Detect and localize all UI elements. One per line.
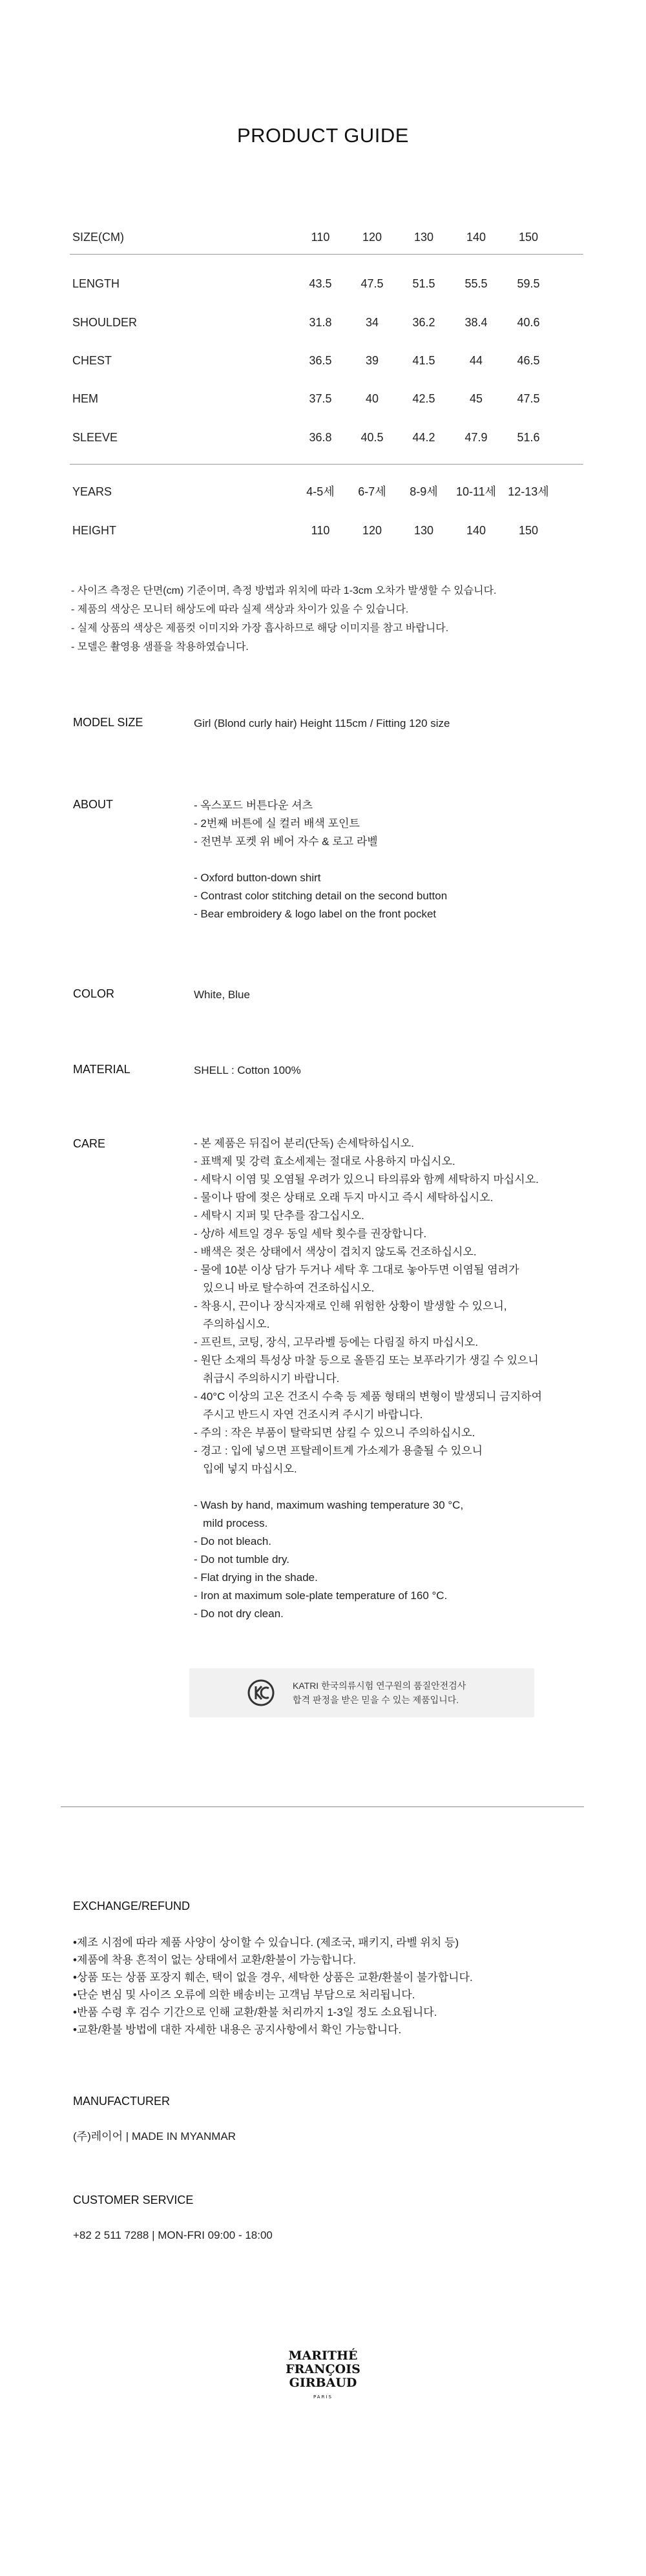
measure-sleeve-value: 44.2	[412, 431, 435, 444]
brand-logo-line1: MARITHÉ	[288, 2349, 358, 2363]
table-header-rule	[70, 254, 583, 255]
measure-hem-label: HEM	[72, 392, 98, 405]
color-label: COLOR	[73, 987, 115, 1000]
care-line: - Iron at maximum sole-plate temperature of 160 °C.	[194, 1589, 448, 1602]
age-years-label: YEARS	[72, 485, 112, 498]
size-notes	[71, 581, 497, 656]
care-line: - 본 제품은 뒤집어 분리(단독) 손세탁하십시오.	[194, 1137, 414, 1149]
age-height-value: 130	[413, 524, 434, 537]
age-height-value: 110	[311, 524, 330, 537]
measure-hem-row	[70, 389, 583, 408]
model-size-label: MODEL SIZE	[73, 716, 143, 729]
measure-shoulder-value: 36.2	[412, 316, 435, 329]
material-value: SHELL : Cotton 100%	[194, 1064, 301, 1076]
exchange-refund-text	[73, 1934, 473, 2038]
care-line: - 40°C 이상의 고온 건조시 수축 등 제품 형태의 변형이 발생되니 금지하여	[194, 1390, 542, 1403]
model-size-value: Girl (Blond curly hair) Height 115cm / Fitting 120 size	[194, 717, 450, 729]
measure-sleeve-value: 51.6	[517, 431, 540, 444]
care-line: - Do not tumble dry.	[194, 1553, 290, 1565]
care-line: - 물에 10분 이상 담가 두거나 세탁 후 그대로 놓아두면 이염될 염려가	[194, 1264, 519, 1276]
measure-length-value: 47.5	[360, 277, 384, 290]
measure-shoulder-value: 31.8	[309, 316, 332, 329]
note-line: - 제품의 색상은 모니터 해상도에 따라 실제 색상과 차이가 있을 수 있습니다.	[71, 604, 409, 615]
care-line: 입에 넣지 마십시오.	[194, 1463, 297, 1475]
age-years-row	[70, 482, 583, 501]
brand-logo-line3: GIRBAUD	[289, 2376, 357, 2390]
measure-length-value: 55.5	[464, 277, 488, 290]
measure-shoulder-label: SHOULDER	[72, 316, 138, 329]
customer-service-label: CUSTOMER SERVICE	[73, 2194, 194, 2206]
measure-length-value: 43.5	[309, 277, 332, 290]
care-line	[194, 1478, 542, 1496]
measure-chest-value: 46.5	[517, 354, 540, 367]
age-height-label: HEIGHT	[72, 524, 117, 537]
measure-length-row	[70, 274, 583, 293]
measure-chest-row	[70, 351, 583, 370]
about-line: - 옥스포드 버튼다운 셔츠	[194, 799, 313, 812]
care-line: - 경고 : 입에 넣으면 프탈레이트계 가소제가 용출될 수 있으니	[194, 1445, 483, 1457]
exchange-line: •교환/환불 방법에 대한 자세한 내용은 공지사항에서 확인 가능합니다.	[73, 2024, 402, 2036]
age-height-row	[70, 521, 583, 540]
material-label: MATERIAL	[73, 1063, 130, 1076]
measure-chest-value: 36.5	[309, 354, 332, 367]
care-line: - 배색은 젖은 상태에서 색상이 겹치지 않도록 건조하십시오.	[194, 1246, 477, 1258]
measure-chest-value: 41.5	[412, 354, 435, 367]
about-line: - Contrast color stitching detail on the second button	[194, 890, 448, 902]
care-line: mild process.	[194, 1517, 268, 1529]
exchange-line: •상품 또는 상품 포장지 훼손, 택이 없을 경우, 세탁한 상품은 교환/환불이 불가합니다.	[73, 1971, 473, 1984]
kc-certification-text	[293, 1679, 466, 1707]
care-line: - 상/하 세트일 경우 동일 세탁 횟수를 권장합니다.	[194, 1228, 427, 1240]
size-header-row	[70, 227, 583, 247]
measure-length-label: LENGTH	[72, 277, 120, 290]
care-line: 주시고 반드시 자연 건조시켜 주시기 바랍니다.	[194, 1408, 423, 1421]
care-line: - 물이나 땀에 젖은 상태로 오래 두지 마시고 즉시 세탁하십시오.	[194, 1191, 494, 1204]
measure-hem-value: 47.5	[517, 392, 540, 405]
age-height-value: 120	[362, 524, 382, 537]
brand-logo	[271, 2345, 375, 2410]
measure-hem-value: 40	[365, 392, 379, 405]
size-header-value: 120	[362, 231, 382, 244]
section-divider	[61, 1806, 584, 1807]
care-line: 취급시 주의하시기 바랍니다.	[194, 1372, 340, 1385]
age-years-value: 12-13세	[508, 485, 549, 498]
page-title: PRODUCT GUIDE	[236, 124, 409, 147]
age-years-value: 10-11세	[455, 485, 497, 498]
care-label: CARE	[73, 1137, 106, 1150]
kc-text-line: KATRI 한국의류시험 연구원의 품질안전검사	[293, 1681, 466, 1691]
measure-length-value: 51.5	[412, 277, 435, 290]
care-line: - 표백제 및 강력 효소세제는 절대로 사용하지 마십시오.	[194, 1155, 455, 1168]
exchange-line: •제품에 착용 흔적이 없는 상태에서 교환/환불이 가능합니다.	[73, 1954, 356, 1966]
age-height-value: 150	[518, 524, 539, 537]
care-line: - Wash by hand, maximum washing temperature 30 °C,	[194, 1499, 464, 1511]
exchange-line: •반품 수령 후 검수 기간으로 인해 교환/환불 처리까지 1-3일 정도 소요됩니다.	[73, 2006, 437, 2018]
age-years-value: 6-7세	[358, 485, 386, 498]
measure-hem-value: 45	[469, 392, 483, 405]
care-line: - Flat drying in the shade.	[194, 1571, 318, 1584]
kc-certification-box	[189, 1668, 534, 1717]
about-line: - 2번째 버튼에 실 컬러 배색 포인트	[194, 817, 360, 830]
brand-logo-line2: FRANÇOIS	[286, 2362, 360, 2376]
care-line: - 주의 : 작은 부품이 탈락되면 삼킬 수 있으니 주의하십시오.	[194, 1427, 475, 1439]
about-text	[194, 797, 447, 923]
measure-chest-value: 39	[365, 354, 379, 367]
measure-shoulder-value: 40.6	[517, 316, 540, 329]
measure-hem-value: 37.5	[309, 392, 332, 405]
size-header-value: 140	[466, 231, 486, 244]
care-line: 있으니 바로 탈수하여 건조하십시오.	[194, 1282, 375, 1294]
table-divider	[70, 464, 583, 465]
measure-sleeve-value: 36.8	[309, 431, 332, 444]
measure-length-value: 59.5	[517, 277, 540, 290]
exchange-line: •단순 변심 및 사이즈 오류에 의한 배송비는 고객님 부담으로 처리됩니다.	[73, 1989, 415, 2001]
measure-hem-value: 42.5	[412, 392, 435, 405]
manufacturer-label: MANUFACTURER	[73, 2095, 171, 2108]
age-height-value: 140	[466, 524, 486, 537]
about-line: - 전면부 포켓 위 베어 자수 & 로고 라벨	[194, 835, 378, 848]
measure-shoulder-value: 34	[365, 316, 379, 329]
care-text	[194, 1135, 542, 1623]
manufacturer-value: (주)레이어 | MADE IN MYANMAR	[73, 2130, 236, 2142]
note-line: - 사이즈 측정은 단면(cm) 기준이며, 측정 방법과 위치에 따라 1-3cm 오차가 발생할 수 있습니다.	[71, 585, 497, 596]
measure-sleeve-label: SLEEVE	[72, 431, 118, 444]
note-line: - 실제 상품의 색상은 제품컷 이미지와 가장 흡사하므로 해당 이미지를 참고 바랍니다.	[71, 623, 449, 634]
measure-sleeve-value: 47.9	[464, 431, 488, 444]
kc-mark-icon	[247, 1679, 275, 1706]
about-line: - Bear embroidery & logo label on the front pocket	[194, 908, 437, 920]
size-header-value: 110	[311, 231, 330, 244]
care-line: - Do not dry clean.	[194, 1607, 284, 1620]
measure-sleeve-row	[70, 428, 583, 447]
color-value: White, Blue	[194, 989, 250, 1001]
care-line: - 원단 소재의 특성상 마찰 등으로 올뜯김 또는 보푸라기가 생길 수 있으니	[194, 1354, 539, 1367]
size-header-value: 150	[518, 231, 539, 244]
care-line: - 프린트, 코팅, 장식, 고무라벨 등에는 다림질 하지 마십시오.	[194, 1336, 479, 1348]
about-label: ABOUT	[73, 798, 114, 811]
customer-service-value: +82 2 511 7288 | MON-FRI 09:00 - 18:00	[73, 2229, 273, 2241]
measure-chest-label: CHEST	[72, 354, 112, 367]
measure-sleeve-value: 40.5	[360, 431, 384, 444]
age-years-value: 8-9세	[410, 485, 438, 498]
size-header-label: SIZE(CM)	[72, 231, 124, 244]
care-line: - 세탁시 지퍼 및 단추를 잠그십시오.	[194, 1209, 364, 1222]
age-years-value: 4-5세	[306, 485, 335, 498]
exchange-refund-label: EXCHANGE/REFUND	[73, 1900, 191, 1912]
care-line: 주의하십시오.	[194, 1318, 270, 1330]
care-line: - 착용시, 끈이나 장식자재로 인해 위험한 상황이 발생할 수 있으니,	[194, 1300, 507, 1312]
about-line	[194, 851, 447, 869]
measure-shoulder-row	[70, 313, 583, 332]
brand-logo-line4: PARIS	[313, 2394, 333, 2400]
exchange-line: •제조 시점에 따라 제품 사양이 상이할 수 있습니다. (제조국, 패키지, 라벨 위치 등)	[73, 1936, 459, 1949]
measure-shoulder-value: 38.4	[464, 316, 488, 329]
about-line: - Oxford button-down shirt	[194, 872, 321, 884]
care-line: - Do not bleach.	[194, 1535, 272, 1547]
measure-chest-value: 44	[469, 354, 483, 367]
size-header-value: 130	[413, 231, 434, 244]
note-line: - 모델은 촬영용 샘플을 착용하였습니다.	[71, 642, 249, 653]
kc-text-line: 합격 판정을 받은 믿을 수 있는 제품입니다.	[293, 1695, 459, 1705]
care-line: - 세탁시 이염 및 오염될 우려가 있으니 타의류와 함께 세탁하지 마십시오.	[194, 1173, 539, 1186]
